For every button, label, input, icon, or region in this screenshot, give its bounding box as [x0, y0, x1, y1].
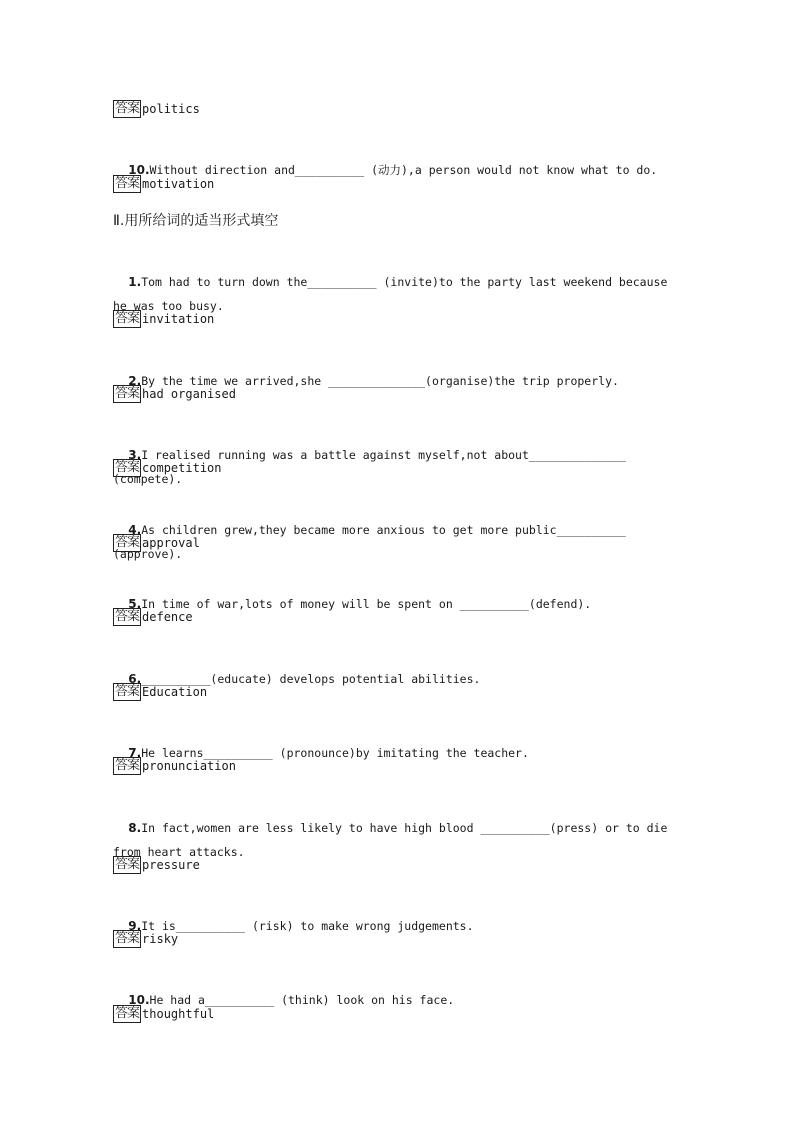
answer-text: defence: [142, 609, 193, 624]
question-text: It is__________ (risk) to make wrong judgements.: [141, 919, 474, 933]
answer-label: 答案: [115, 757, 140, 773]
answer-row: [113, 855, 200, 874]
answer-row: [113, 607, 193, 626]
answer-text: competition: [142, 460, 222, 475]
question-number: 7.: [128, 746, 142, 760]
question-number: 2.: [128, 374, 142, 388]
answer-label: 答案: [115, 310, 140, 326]
question-text: He learns__________ (pronounce)by imitating the teacher.: [141, 746, 529, 760]
answer-label: 答案: [115, 856, 140, 872]
answer-text: risky: [142, 931, 179, 946]
answer-label: 答案: [115, 385, 140, 401]
answer-row: [113, 174, 214, 193]
answer-label: 答案: [115, 459, 140, 475]
answer-label: 答案: [115, 930, 140, 946]
answer-text: thoughtful: [142, 1006, 215, 1021]
answer-row: [113, 309, 214, 328]
question-row: [113, 717, 683, 789]
question-text: He had a__________ (think) look on his face.: [149, 993, 455, 1007]
question-text: By the time we arrived,she ______________(organise)the trip properly.: [141, 374, 619, 388]
answer-row: [113, 533, 200, 552]
question-number: 9.: [128, 919, 142, 933]
question-number: 6.: [128, 672, 142, 686]
answer-label: 答案: [115, 534, 140, 550]
answer-text: Education: [142, 684, 208, 699]
answer-row: [113, 756, 236, 775]
section-title: Ⅱ.用所给词的适当形式填空: [113, 213, 279, 229]
question-number: 10.: [128, 993, 150, 1007]
question-number: 3.: [128, 448, 142, 462]
question-text: Without direction and__________ (动力),a person would not know what to do.: [149, 163, 658, 177]
question-number: 1.: [128, 275, 142, 289]
question-number: 5.: [128, 597, 142, 611]
answer-text: politics: [142, 101, 200, 116]
answer-row: [113, 458, 222, 477]
answer-row: [113, 384, 236, 403]
answer-label: 答案: [115, 683, 140, 699]
answer-label: 答案: [115, 175, 140, 191]
question-row: [113, 890, 683, 962]
answer-text: pronunciation: [142, 758, 236, 773]
answer-text: had organised: [142, 386, 236, 401]
question-text: As children grew,they became more anxious to get more public__________ (approve).: [113, 523, 633, 561]
answer-row: [113, 1004, 214, 1023]
answer-row: [113, 682, 207, 701]
question-number: 8.: [128, 821, 142, 835]
answer-label: 答案: [115, 1005, 140, 1021]
question-text: I realised running was a battle against myself,not about______________ (compete).: [113, 448, 633, 486]
question-text: Tom had to turn down the__________ (invite)to the party last weekend because he was too busy.: [113, 275, 675, 313]
question-text: In fact,women are less likely to have high blood __________(press) or to die from heart attacks.: [113, 821, 675, 859]
answer-label: 答案: [115, 100, 140, 116]
answer-row: [113, 929, 178, 948]
answer-label: 答案: [115, 608, 140, 624]
question-row: [113, 568, 683, 640]
answer-text: motivation: [142, 176, 215, 191]
answer-text: pressure: [142, 857, 200, 872]
question-number: 4.: [128, 523, 142, 537]
answer-text: invitation: [142, 311, 215, 326]
answer-row: [113, 99, 200, 118]
question-row: [113, 345, 683, 417]
question-row: [113, 134, 683, 206]
question-number: 10.: [128, 163, 150, 177]
question-row: [113, 964, 683, 1036]
question-text: In time of war,lots of money will be spent on __________(defend).: [141, 597, 592, 611]
question-text: __________(educate) develops potential abilities.: [141, 672, 481, 686]
question-row: [113, 643, 683, 715]
answer-text: approval: [142, 535, 200, 550]
